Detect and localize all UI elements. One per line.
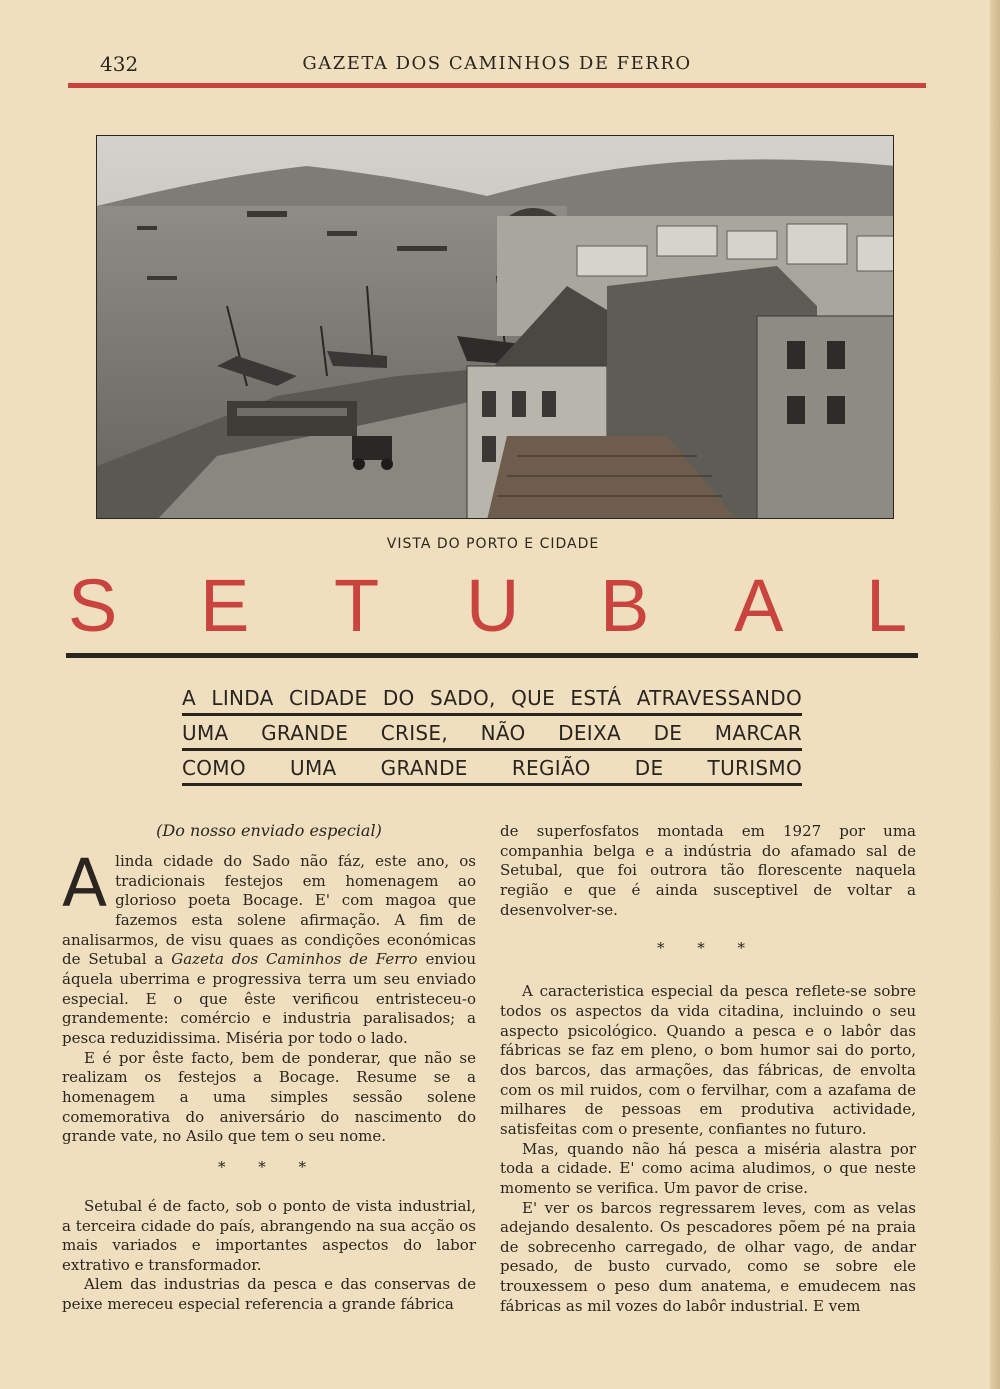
title-rule <box>66 653 918 658</box>
title-letter: U <box>466 564 520 647</box>
running-title: GAZETA DOS CAMINHOS DE FERRO <box>302 53 692 74</box>
right-column <box>500 822 916 1316</box>
title-letter: L <box>866 564 908 647</box>
paragraph: E é por êste facto, bem de ponderar, que não se realizam os festejos a Bocage. Resume se a homenagem a uma simples sessão solene comemorativa do aniversário do nascimento do grande vate, no Asilo que tem o seu nome. <box>62 1048 476 1146</box>
page-header <box>68 50 926 80</box>
photo-caption: VISTA DO PORTO E CIDADE <box>386 536 600 552</box>
paragraph: E' ver os barcos regressarem leves, com as velas adejando desalento. Os pescadores põem pé na praia de sobrecenho carregado, de olhar vago, de andar pesado, de busto curvado, como se sobre ele trouxessem o peso dum anatema, e emudecem nas fábricas as mil vozes do labôr industrial. E vem <box>500 1198 916 1315</box>
section-separator: * * * <box>656 939 760 958</box>
paragraph: A caracteristica especial da pesca reflete-se sobre todos os aspectos da vida citadina, incluindo o seu aspecto psicológico. Quando a pesca e o labôr das fábricas se faz em pleno, o bom humor sai do porto, dos barcos, das armações, das fábricas, de envolta com os mil ruidos, com o fervilhar, com a azafama de milhares de pessoas em produtiva actividade, satisfeitas com o presente, confiantes no futuro. <box>500 982 916 1138</box>
subtitle-line: UMA GRANDE CRISE, NÃO DEIXA DE MARCAR <box>182 721 802 751</box>
section-separator: * * * <box>217 1157 321 1176</box>
title-letter: B <box>600 564 650 647</box>
paragraph-text: linda cidade do Sado não fáz, este ano, os tradicionais festejos em homenagem ao glorioso poeta Bocage. E' com magoa que fazemos esta solene afirmação. A fim de analisarmos, de visu quaes as condições económicas de Setubal a <box>62 852 476 969</box>
byline: (Do nosso enviado especial) <box>156 821 382 840</box>
subtitle-line: A LINDA CIDADE DO SADO, QUE ESTÁ ATRAVESSANDO <box>182 686 802 716</box>
title-letter: A <box>734 564 784 647</box>
left-column <box>62 820 476 1315</box>
subtitle-line: COMO UMA GRANDE REGIÃO DE TURISMO <box>182 756 802 786</box>
page-edge <box>990 0 1000 1389</box>
header-rule <box>68 83 926 88</box>
paragraph: Mas, quando não há pesca a miséria alastra por toda a cidade. E' como acima aludimos, o que neste momento se verifica. Um pavor de crise. <box>500 1139 916 1197</box>
paragraph: de superfosfatos montada em 1927 por uma companhia belga e a indústria do afamado sal de Setubal, que foi outrora tão florescente naquela região e que é ainda susceptivel de voltar a desenvolver-se. <box>500 822 916 919</box>
harbour-photo <box>96 135 894 519</box>
paragraph: Alem das industrias da pesca e das conservas de peixe mereceu especial referencia a grande fábrica <box>62 1275 476 1314</box>
title-letter: T <box>334 564 380 647</box>
page-number: 432 <box>100 52 139 76</box>
article-title <box>66 566 926 646</box>
drop-cap: A <box>62 845 108 922</box>
publication-name: Gazeta dos Caminhos de Ferro <box>171 950 418 969</box>
paragraph <box>62 845 476 1049</box>
paragraph-text: enviou áquela uberrima e progressiva terra um seu enviado especial. E o que êste verificou entristeceu-o grandemente: comércio e industria paralisados; a pesca reduzidissima. Miséria por todo o lado. <box>62 950 476 1047</box>
paragraph: Setubal é de facto, sob o ponto de vista industrial, a terceira cidade do país, abrangendo na sua acção os mais variados e importantes aspectos do labor extrativo e transformador. <box>62 1196 476 1274</box>
title-letter: E <box>200 564 250 647</box>
title-letter: S <box>68 564 118 647</box>
